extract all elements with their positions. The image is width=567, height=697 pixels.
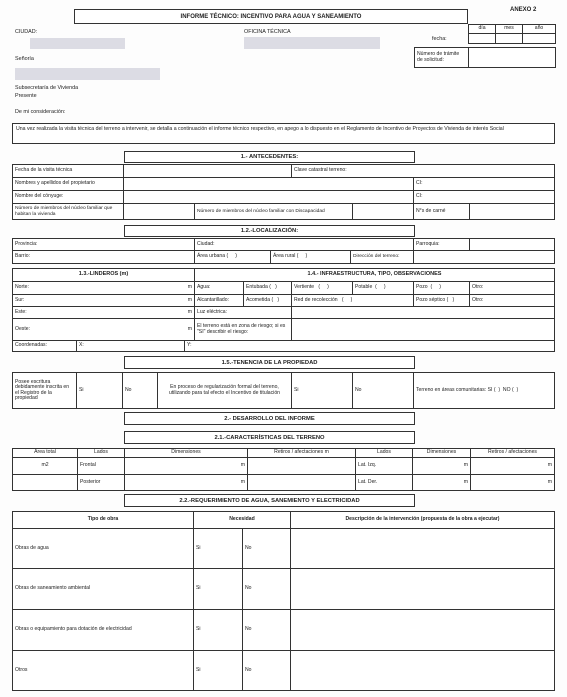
section-2-1-title: 2.1.-CARACTERÍSTICAS DEL TERRENO bbox=[124, 431, 415, 444]
annex-label: ANEXO 2 bbox=[510, 7, 537, 13]
requirements-table bbox=[12, 511, 555, 691]
back-setback-value bbox=[248, 475, 356, 491]
location-table bbox=[12, 238, 555, 264]
water-spring-option: Vertiente ( ) bbox=[292, 282, 353, 295]
card-numbers-label: N°s de carné bbox=[414, 204, 470, 220]
form-title: INFORME TÉCNICO: INCENTIVO PARA AGUA Y SANEAMIENTO bbox=[74, 9, 468, 24]
sewer-label: Alcantarillado: bbox=[195, 295, 244, 307]
electricity-label: Luz eléctrica: bbox=[195, 307, 292, 319]
side-left-label: Lat. Izq. bbox=[356, 458, 413, 475]
west-label: Oeste: bbox=[15, 325, 31, 332]
electricity-value bbox=[292, 307, 555, 319]
province-label: Provincia: bbox=[13, 239, 195, 251]
owner-ci-label: CI: bbox=[414, 178, 555, 191]
month-header: mes bbox=[496, 25, 523, 34]
water-piped-option: Entubada ( ) bbox=[244, 282, 292, 295]
redacted-city-block bbox=[30, 38, 125, 49]
request-number-label-line1: Número de trámite bbox=[417, 51, 460, 57]
risk-zone-label: El terreno está en zona de riesgo; si es "SI" describir el riesgo: bbox=[195, 319, 292, 341]
water-potable-option: Potable ( ) bbox=[353, 282, 414, 295]
section-1-3-title: 1.3.-LINDEROS (m) bbox=[13, 269, 195, 282]
sanitation-need-no: No bbox=[243, 569, 291, 610]
coordinate-x-label: X: bbox=[77, 341, 185, 352]
card-numbers-value bbox=[470, 204, 555, 220]
date-label: fecha: bbox=[432, 36, 447, 42]
request-number-table bbox=[414, 47, 556, 68]
east-unit: m bbox=[187, 308, 192, 315]
back-dimension-unit: m bbox=[125, 475, 248, 491]
regularization-no-option: No bbox=[353, 373, 414, 409]
communal-land-option: Terreno en áreas comunitarias: SI ( ) NO ( ) bbox=[414, 373, 555, 409]
disabled-members-label: Número de miembros del núcleo familiar con Discapacidad bbox=[195, 204, 353, 220]
electricity-description bbox=[291, 610, 555, 651]
day-value bbox=[469, 34, 496, 44]
water-description bbox=[291, 529, 555, 569]
north-label: Norte: bbox=[15, 284, 29, 291]
other-need-no: No bbox=[243, 651, 291, 691]
south-label: Sur: bbox=[15, 296, 25, 303]
header-dimensions: Dimensiones bbox=[125, 449, 248, 458]
deed-registered-label: Posee escritura debidamente inscrita en el Registro de la propiedad bbox=[13, 373, 77, 409]
front-dimension-unit: m bbox=[125, 458, 248, 475]
visit-date-value bbox=[124, 165, 292, 178]
header-sides: Lados bbox=[78, 449, 125, 458]
request-number-label-line2: de solicitud: bbox=[417, 56, 444, 63]
parish-value bbox=[470, 239, 555, 251]
address-value bbox=[414, 251, 555, 264]
total-area-unit: m2 bbox=[13, 458, 78, 475]
neighborhood-label: Barrio: bbox=[13, 251, 195, 264]
north-unit: m bbox=[187, 284, 192, 291]
sewer-collection-option: Red de recolección ( ) bbox=[292, 295, 414, 307]
front-setback-value bbox=[248, 458, 356, 475]
antecedentes-table bbox=[12, 164, 555, 220]
tenure-table bbox=[12, 372, 555, 409]
section-1-4-title: 1.4.- INFRAESTRUCTURA, TIPO, OBSERVACIONES bbox=[195, 269, 555, 282]
greeting: De mi consideración: bbox=[15, 109, 66, 115]
west-boundary bbox=[13, 319, 195, 341]
address-label: Dirección del terreno: bbox=[351, 251, 414, 264]
deed-yes-option: Si bbox=[77, 373, 123, 409]
water-other-label: Otro: bbox=[470, 282, 555, 295]
south-boundary bbox=[13, 295, 195, 307]
intro-paragraph: Una vez realizada la visita técnica del terreno a intervenir, se detalla a continuación el informe técnico respectivo, en apego a lo dispuesto en el Reglamento de Incentivo de Proyectos de Vivienda de interés Social bbox=[12, 123, 555, 144]
sanitation-need-yes: Si bbox=[194, 569, 243, 610]
deed-no-option: No bbox=[123, 373, 158, 409]
spouse-name-label: Nombre del cónyuge: bbox=[13, 191, 124, 204]
header-dimensions-2: Dimensiones bbox=[413, 449, 471, 458]
parish-label: Parroquia: bbox=[414, 239, 470, 251]
water-need-no: No bbox=[243, 529, 291, 569]
electricity-need-yes: Si bbox=[194, 610, 243, 651]
sanitation-description bbox=[291, 569, 555, 610]
section-1-2-title: 1.2.-LOCALIZACIÓN: bbox=[124, 225, 415, 237]
electricity-need-no: No bbox=[243, 610, 291, 651]
year-header: año bbox=[523, 25, 556, 34]
right-setback-unit: m bbox=[471, 475, 555, 491]
header-need: Necesidad bbox=[194, 512, 291, 529]
west-unit: m bbox=[187, 325, 192, 332]
recipient-office: Subsecretaría de Vivienda bbox=[15, 85, 79, 91]
risk-zone-value bbox=[292, 319, 555, 341]
total-area-value bbox=[13, 475, 78, 491]
owner-name-label: Nombres y apellidos del propietario bbox=[13, 178, 124, 191]
right-dimension-unit: m bbox=[413, 475, 471, 491]
recipient-presente: Presente bbox=[15, 93, 37, 99]
work-type-water: Obras de agua bbox=[13, 529, 194, 569]
disabled-members-value bbox=[353, 204, 414, 220]
city-label: CIUDAD: bbox=[15, 29, 38, 35]
urban-area-option: Área urbana ( ) bbox=[195, 251, 271, 264]
redacted-office-block bbox=[244, 37, 380, 49]
day-header: día bbox=[469, 25, 496, 34]
work-type-sanitation: Obras de saneamiento ambiental bbox=[13, 569, 194, 610]
household-members-label: Número de miembros del núcleo familiar que habitan la vivienda bbox=[13, 204, 124, 220]
water-label: Agua: bbox=[195, 282, 244, 295]
owner-name-value bbox=[124, 178, 414, 191]
work-type-other: Otros bbox=[13, 651, 194, 691]
visit-date-label: Fecha de la visita técnica bbox=[13, 165, 124, 178]
other-need-yes: Si bbox=[194, 651, 243, 691]
city-field-label: Ciudad: bbox=[195, 239, 414, 251]
water-well-option: Pozo ( ) bbox=[414, 282, 470, 295]
request-number-label bbox=[415, 48, 469, 68]
spouse-ci-label: CI: bbox=[414, 191, 555, 204]
side-back-label: Posterior bbox=[78, 475, 125, 491]
redacted-name-block bbox=[15, 68, 160, 80]
salutation-senoria: Señoría bbox=[15, 56, 34, 62]
regularization-yes-option: Si bbox=[292, 373, 353, 409]
request-number-value bbox=[469, 48, 556, 68]
cadastral-key-label: Clave catastral terreno: bbox=[292, 165, 555, 178]
east-boundary bbox=[13, 307, 195, 319]
section-1-title: 1.- ANTECEDENTES: bbox=[124, 151, 415, 163]
north-boundary bbox=[13, 282, 195, 295]
side-right-label: Lat. Der. bbox=[356, 475, 413, 491]
section-2-title: 2.- DESARROLLO DEL INFORME bbox=[124, 412, 415, 425]
header-description: Descripción de la intervención (propuesta de la obra a ejecutar) bbox=[291, 512, 555, 529]
side-front-label: Frontal bbox=[78, 458, 125, 475]
regularization-label: En proceso de regularización formal del terreno, utilizando para tal efecto el Incentivo de titulación bbox=[158, 373, 292, 409]
header-total-area: Área total bbox=[13, 449, 78, 458]
technical-office-label: OFICINA TÉCNICA bbox=[244, 29, 291, 35]
septic-tank-option: Pozo séptico ( ) bbox=[414, 295, 470, 307]
coordinate-y-label: Y: bbox=[185, 341, 555, 352]
left-dimension-unit: m bbox=[413, 458, 471, 475]
east-label: Este: bbox=[15, 308, 27, 315]
header-setbacks-2: Retiros / afectaciones bbox=[471, 449, 555, 458]
section-1-5-title: 1.5.-TENENCIA DE LA PROPIEDAD bbox=[124, 356, 415, 369]
left-setback-unit: m bbox=[471, 458, 555, 475]
boundaries-infrastructure-table bbox=[12, 268, 555, 352]
header-work-type: Tipo de obra bbox=[13, 512, 194, 529]
month-value bbox=[496, 34, 523, 44]
work-type-electricity: Obras o equipamiento para dotación de electricidad bbox=[13, 610, 194, 651]
sewer-other-label: Otro: bbox=[470, 295, 555, 307]
header-sides-2: Lados bbox=[356, 449, 413, 458]
water-need-yes: Si bbox=[194, 529, 243, 569]
spouse-name-value bbox=[124, 191, 414, 204]
land-characteristics-table bbox=[12, 448, 555, 491]
date-table bbox=[468, 24, 556, 44]
coordinates-label: Coordenadas: bbox=[13, 341, 77, 352]
sewer-connection-option: Acometida ( ) bbox=[244, 295, 292, 307]
household-members-value bbox=[124, 204, 195, 220]
year-value bbox=[523, 34, 556, 44]
header-setbacks: Retiros / afectaciones m bbox=[248, 449, 356, 458]
south-unit: m bbox=[187, 296, 192, 303]
other-description bbox=[291, 651, 555, 691]
section-2-2-title: 2.2.-REQUERIMIENTO DE AGUA, SANEMIENTO Y ELECTRICIDAD bbox=[124, 494, 415, 507]
rural-area-option: Área rural ( ) bbox=[271, 251, 351, 264]
